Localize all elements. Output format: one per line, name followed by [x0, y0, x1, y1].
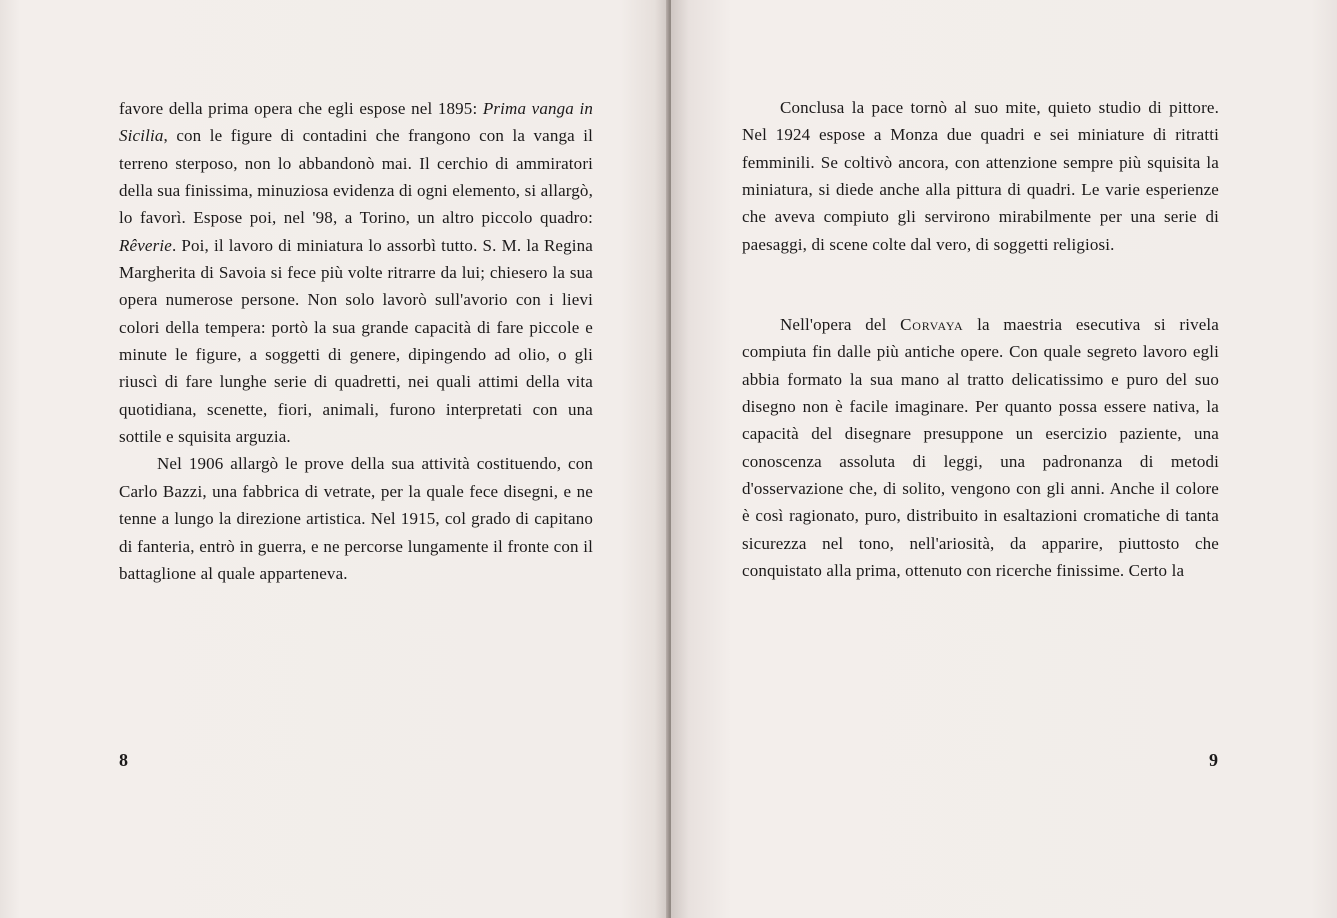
right-paragraph-2: [742, 311, 1219, 584]
right-page-body: [742, 94, 1219, 585]
left-paragraph-1: [119, 95, 593, 450]
left-para1-text-c: . Poi, il lavoro di miniatura lo assorbì tutto. S. M. la Regina Margherita di Savoia si fece più volte ritrarre da lui; chiesero la sua opera numerose persone. Non solo lavorò sull'avorio con i lievi colori della tempera: portò la sua grande capacità di fare piccole e minute le figure, a soggetti di genere, dipingendo ad olio, o gli riuscì di fare lunghe serie di quadretti, nei quali attimi della vita quotidiana, scenette, fiori, animali, furono interpretati con una sottile e squisita arguzia.: [119, 235, 593, 447]
artwork-title-prima-vanga: Prima vanga in Sicilia: [119, 99, 593, 146]
artwork-title-reverie: Rêverie: [119, 235, 172, 255]
left-para1-text-a: favore della prima opera che egli espose nel 1895:: [119, 99, 483, 118]
right-page: [671, 0, 1337, 918]
page-number-left: 8: [119, 750, 128, 770]
right-para2-text-b: la maestria esecutiva si rivela compiuta fin dalle più antiche opere. Con quale segreto lavoro egli abbia formato la sua mano al tratto delicatissimo e puro del suo disegno non è facile imaginare. Per quanto possa essere nativa, la capacità del disegnare presuppone un esercizio paziente, una conoscenza assoluta di leggi, una padronanza di metodi d'osservazione che, di solito, vengono con gli anni. Anche il colore è così ragionato, puro, distribuito in esaltazioni cromatiche di tanta sicurezza nel tono, nell'ariosità, da apparire, piuttosto che conquistato alla prima, ottenuto con ricerche finissime. Certo la: [742, 315, 1219, 581]
left-para1-text-b: , con le figure di contadini che frangono con la vanga il terreno sterposo, non lo abbandonò mai. Il cerchio di ammiratori della sua finissima, minuziosa evidenza di ogni elemento, si allargò, lo favorì. Espose poi, nel '98, a Torino, un altro piccolo quadro:: [119, 126, 593, 228]
page-number-right: 9: [1209, 750, 1218, 770]
left-page-body: [119, 95, 593, 587]
left-paragraph-2: Nel 1906 allargò le prove della sua attività costituendo, con Carlo Bazzi, una fabbrica di vetrate, per la quale fece disegni, e ne tenne a lungo la direzione artistica. Nel 1915, col grado di capitano di fanteria, entrò in guerra, e ne percorse lungamente il fronte con il battaglione al quale apparteneva.: [119, 454, 593, 583]
artist-name: Corvaya: [900, 315, 964, 335]
right-paragraph-1: Conclusa la pace tornò al suo mite, quieto studio di pittore. Nel 1924 espose a Monza due quadri e sei miniature di ritratti femminili. Se coltivò ancora, con attenzione sempre più squisita la miniatura, si diede anche alla pittura di quadri. Le varie esperienze che aveva compiuto gli servirono mirabilmente per una serie di paesaggi, di scene colte dal vero, di soggetti religiosi.: [742, 98, 1219, 254]
right-para2-text-a: Nell'opera del: [780, 315, 901, 335]
